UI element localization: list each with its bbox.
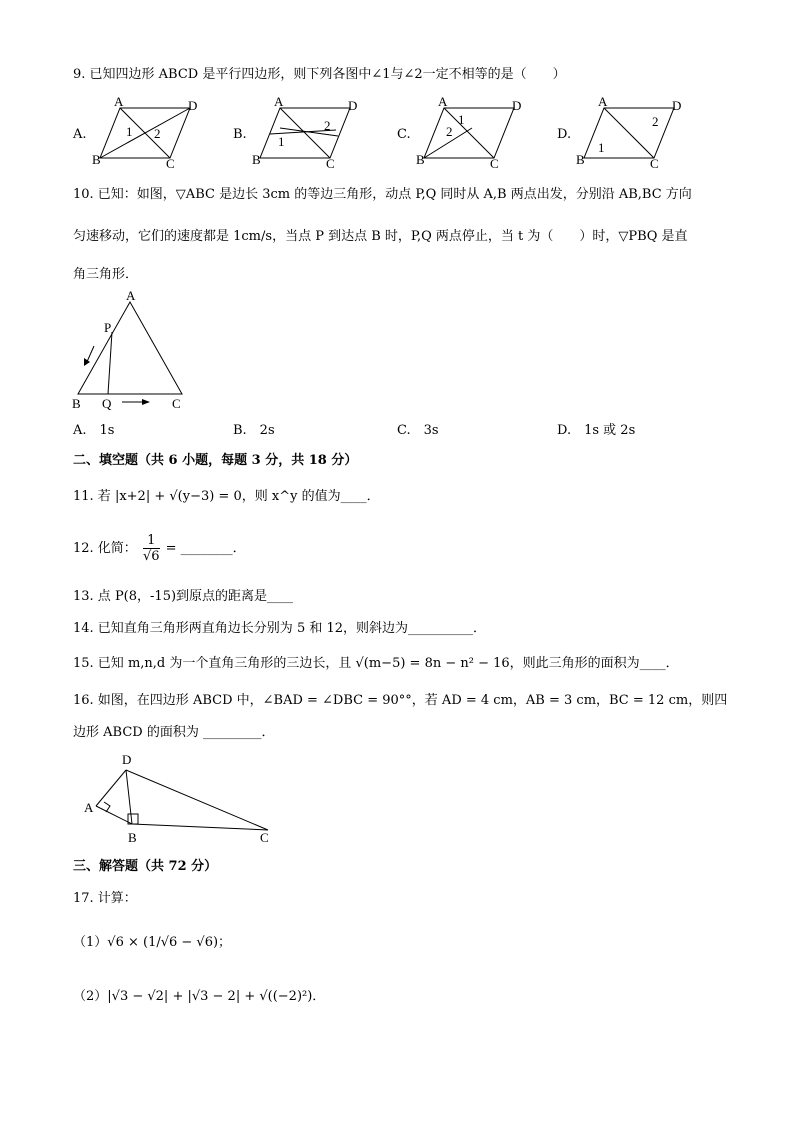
q9a-label-A: A [114, 94, 124, 109]
q11 [73, 488, 380, 506]
q9-option-d-label: D. [557, 127, 572, 142]
q12-suffix: = ________． [165, 541, 246, 556]
q17-part1-expression: √6 × (1/√6 − √6)； [107, 935, 232, 950]
q9d-label-B: B [576, 152, 585, 167]
q9a-label-2: 2 [154, 126, 161, 141]
section-2-heading: 二、填空题（共 6 小题，每题 3 分，共 18 分） [73, 453, 358, 468]
q10-label-A: A [126, 288, 136, 303]
q12 [73, 532, 246, 568]
q17-part1-label: （1） [73, 935, 108, 950]
q14: 14. 已知直角三角形两直角边长分别为 5 和 12，则斜边为__________． [73, 621, 487, 636]
q11-suffix: ，则 x^y 的值为____． [241, 489, 380, 504]
q13: 13. 点 P(8，-15)到原点的距离是____ [73, 589, 294, 604]
q9b-label-B: B [252, 152, 261, 167]
q9c-label-A: A [438, 94, 448, 109]
q10-option-c: C. 3s [397, 423, 439, 438]
q10-line2: 匀速移动，它们的速度都是 1cm/s，当点 P 到达点 B 时，P,Q 两点停止，当 t 为（ ）时，▽PBQ 是直 [73, 229, 688, 244]
q9b-label-2: 2 [324, 118, 331, 133]
q17-part2-label: （2） [73, 989, 108, 1004]
q12-fraction [143, 533, 160, 565]
section-3-heading: 三、解答题（共 72 分） [73, 859, 218, 874]
q9-option-a-label: A. [73, 127, 87, 142]
q9-figure-c [416, 94, 536, 171]
q9b-label-1: 1 [278, 134, 285, 149]
q16-label-D: D [122, 752, 132, 767]
q9d-label-C: C [650, 156, 659, 171]
q9b-label-A: A [274, 94, 284, 109]
q10-label-Q: Q [102, 396, 112, 411]
q16-label-A: A [84, 800, 94, 815]
q10-label-C: C [172, 396, 181, 411]
q9-option-b-label: B. [233, 127, 247, 142]
q17-part2 [73, 988, 325, 1006]
q10-line3: 角三角形． [73, 267, 139, 282]
q9c-label-1: 1 [458, 112, 465, 127]
q9a-label-D: D [188, 98, 198, 113]
q12-prefix: 12. 化简： [73, 541, 137, 556]
q10-line1: 10. 已知：如图，▽ABC 是边长 3cm 的等边三角形，动点 P,Q 同时从 A,B 两点出发，分别沿 AB,BC 方向 [73, 187, 692, 202]
q9b-label-C: C [326, 156, 335, 171]
q9d-label-2: 2 [652, 114, 659, 129]
q10-label-P: P [104, 320, 112, 335]
q12-denominator: √6 [142, 548, 160, 564]
q11-prefix: 11. 若 [73, 489, 111, 504]
q10-option-d: D. 1s 或 2s [557, 423, 636, 438]
q9-figure-d [576, 94, 696, 171]
q9-stem: 9. 已知四边形 ABCD 是平行四边形，则下列各图中∠1与∠2一定不相等的是（ ） [73, 67, 566, 82]
q9d-label-A: A [598, 94, 608, 109]
q9-figure-b [252, 94, 372, 171]
q9c-label-2: 2 [446, 124, 453, 139]
q9c-label-D: D [512, 98, 522, 113]
q9-figure-a [92, 94, 212, 171]
q9d-label-D: D [672, 98, 682, 113]
q17-title: 17. 计算： [73, 891, 137, 906]
q17-part2-expression: |√3 − √2| + |√3 − 2| + √((−2)²)． [107, 989, 326, 1004]
q10-option-b: B. 2s [233, 423, 275, 438]
q9a-label-C: C [166, 156, 175, 171]
q16-quadrilateral-figure [80, 750, 280, 850]
q17-part1 [73, 934, 231, 952]
q9b-label-D: D [348, 98, 358, 113]
q15: 15. 已知 m,n,d 为一个直角三角形的三边长，且 √(m−5) = 8n − n² − 16，则此三角形的面积为____． [73, 656, 679, 671]
q10-triangle-figure [70, 290, 200, 412]
q16-line2: 边形 ABCD 的面积为 _________． [73, 725, 275, 740]
q11-expression: |x+2| + √(y−3) = 0 [114, 489, 242, 504]
q16-line1: 16. 如图，在四边形 ABCD 中，∠BAD = ∠DBC = 90°°，若 AD = 4 cm，AB = 3 cm，BC = 12 cm，则四 [73, 693, 728, 708]
q12-numerator: 1 [143, 533, 160, 549]
q9a-label-1: 1 [126, 124, 133, 139]
q9c-label-B: B [416, 152, 425, 167]
q16-label-C: C [260, 830, 269, 845]
q9-option-c-label: C. [397, 127, 411, 142]
q10-option-a: A. 1s [73, 423, 115, 438]
q10-label-B: B [72, 396, 81, 411]
q9a-label-B: B [92, 152, 101, 167]
q9c-label-C: C [490, 156, 499, 171]
q16-label-B: B [128, 830, 137, 845]
q9d-label-1: 1 [598, 140, 605, 155]
